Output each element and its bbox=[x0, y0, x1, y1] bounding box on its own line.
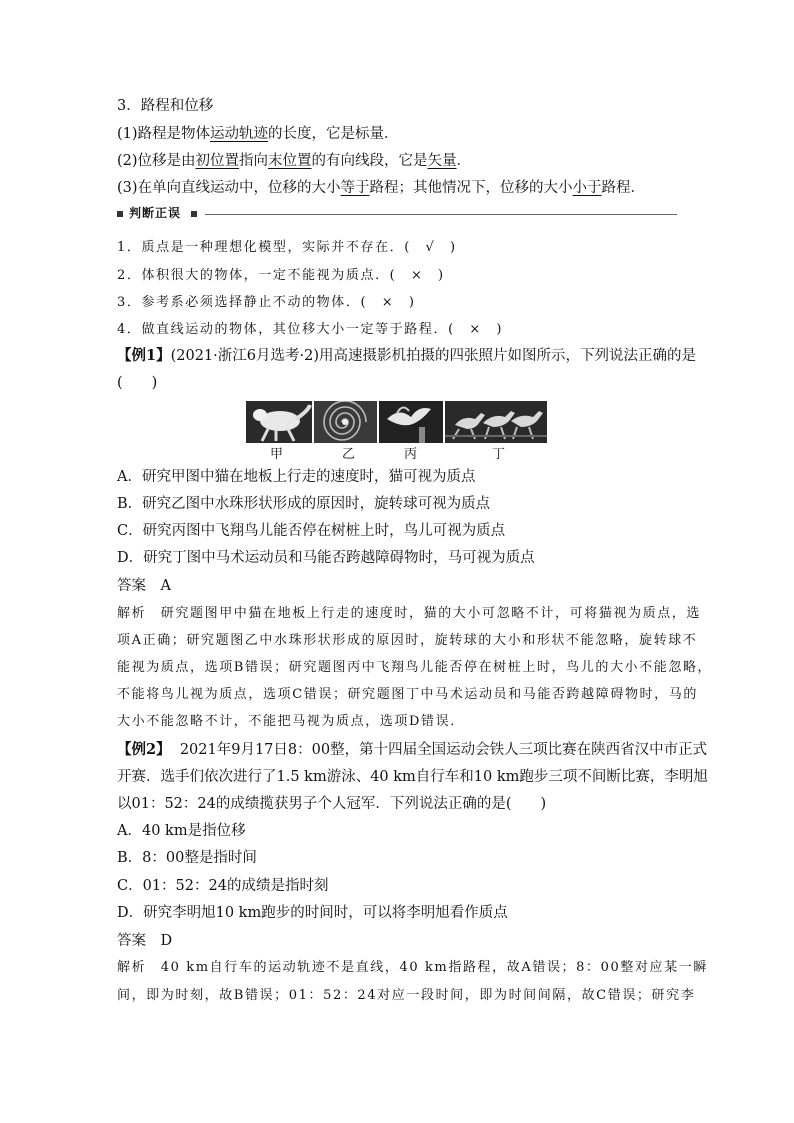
photo-spinning-ball bbox=[314, 401, 377, 443]
spiral-image bbox=[314, 401, 377, 443]
analysis-line: 间，即为时刻，故B错误；01：52：24对应一段时间，即为时间间隔，故C错误；研究李 bbox=[117, 988, 696, 1003]
underlined-term: 初位置 bbox=[195, 153, 240, 169]
cat-image bbox=[246, 401, 312, 443]
option-d: D．研究李明旭10 km跑步的时间时，可以将李明旭看作质点 bbox=[117, 905, 508, 921]
section-heading: 3．路程和位移 bbox=[117, 98, 214, 114]
underlined-term: 运动轨迹 bbox=[210, 126, 269, 142]
option-a: A．研究甲图中猫在地板上行走的速度时，猫可视为质点 bbox=[117, 469, 476, 485]
horse-image bbox=[445, 401, 547, 443]
underlined-term: 末位置 bbox=[268, 153, 312, 169]
caption: 丙 bbox=[404, 447, 418, 462]
definition-line-3: (3)在单向直线运动中，位移的大小等于路程；其他情况下，位移的大小小于路程． bbox=[117, 180, 646, 196]
photo-captions bbox=[246, 443, 547, 461]
analysis-line: 大小不能忽略不计，不能把马视为质点，选项D错误． bbox=[117, 714, 465, 729]
underlined-term: 小于 bbox=[572, 180, 602, 196]
example-tag: 【例2】 bbox=[117, 741, 171, 758]
analysis-line: 解析 40 km自行车的运动轨迹不是直线，40 km指路程，故A错误；8：00整对应某一瞬 bbox=[117, 960, 708, 975]
option-c: C．01：52：24的成绩是指时刻 bbox=[117, 878, 329, 894]
example-1-stem: 【例1】(2021·浙江6月选考·2)用高速摄影机拍摄的四张照片如图所示，下列说法正确的是 bbox=[117, 347, 696, 364]
answer: 答案 D bbox=[117, 933, 173, 949]
section-divider bbox=[117, 206, 677, 222]
definition-line-2: (2)位移是由初位置指向末位置的有向线段，它是矢量． bbox=[117, 153, 472, 169]
caption: 甲 bbox=[270, 447, 284, 462]
caption: 丁 bbox=[492, 447, 506, 462]
option-d: D．研究丁图中马术运动员和马能否跨越障碍物时，马可视为质点 bbox=[117, 550, 535, 566]
analysis-line: 解析 研究题图甲中猫在地板上行走的速度时，猫的大小可忽略不计，可将猫视为质点，选 bbox=[117, 606, 702, 621]
judge-item: 2．体积很大的物体，一定不能视为质点．( × ) bbox=[117, 268, 445, 283]
option-a: A．40 km是指位移 bbox=[117, 823, 246, 839]
divider-rule bbox=[205, 214, 677, 215]
photo-strip bbox=[246, 401, 547, 443]
example-tag: 【例1】 bbox=[117, 347, 171, 364]
square-bullet-icon bbox=[117, 211, 123, 217]
analysis-line: 能视为质点，选项B错误；研究题图丙中飞翔鸟儿能否停在树桩上时，鸟儿的大小不能忽略， bbox=[117, 660, 713, 675]
judge-item: 3．参考系必须选择静止不动的物体．( × ) bbox=[117, 295, 416, 310]
photo-bird bbox=[379, 401, 443, 443]
example-2-stem: 【例2】 2021年9月17日8：00整，第十四届全国运动会铁人三项比赛在陕西省汉中市正式 bbox=[117, 741, 708, 758]
option-b: B．研究乙图中水珠形状形成的原因时，旋转球可视为质点 bbox=[117, 496, 491, 512]
option-c: C．研究丙图中飞翔鸟儿能否停在树桩上时，鸟儿可视为质点 bbox=[117, 523, 506, 539]
answer: 答案 A bbox=[117, 578, 171, 594]
example-1-blank: ( ) bbox=[117, 375, 158, 391]
square-bullet-icon bbox=[191, 211, 197, 217]
underlined-term: 等于 bbox=[340, 180, 370, 196]
example-2-stem-line: 以01：52：24的成绩揽获男子个人冠军．下列说法正确的是( ) bbox=[117, 796, 547, 812]
divider-title: 判断正误 bbox=[129, 206, 182, 220]
option-b: B．8：00整是指时间 bbox=[117, 850, 257, 866]
caption: 乙 bbox=[342, 447, 356, 462]
analysis-line: 不能将鸟儿视为质点，选项C错误；研究题图丁中马术运动员和马能否跨越障碍物时，马的 bbox=[117, 687, 698, 702]
photo-horse-rider bbox=[445, 401, 547, 443]
underlined-term: 矢量 bbox=[427, 153, 457, 169]
example-2-stem-line: 开赛．选手们依次进行了1.5 km游泳、40 km自行车和10 km跑步三项不间断比赛，李明旭 bbox=[117, 769, 708, 785]
bird-image bbox=[379, 401, 443, 443]
photo-cat bbox=[246, 401, 312, 443]
definition-line-1: (1)路程是物体运动轨迹的长度，它是标量． bbox=[117, 126, 399, 142]
analysis-line: 项A正确；研究题图乙中水珠形状形成的原因时，旋转球的大小和形状不能忽略，旋转球不 bbox=[117, 633, 698, 648]
judge-item: 4．做直线运动的物体，其位移大小一定等于路程．( × ) bbox=[117, 322, 504, 337]
judge-item: 1．质点是一种理想化模型，实际并不存在．( √ ) bbox=[117, 240, 457, 255]
